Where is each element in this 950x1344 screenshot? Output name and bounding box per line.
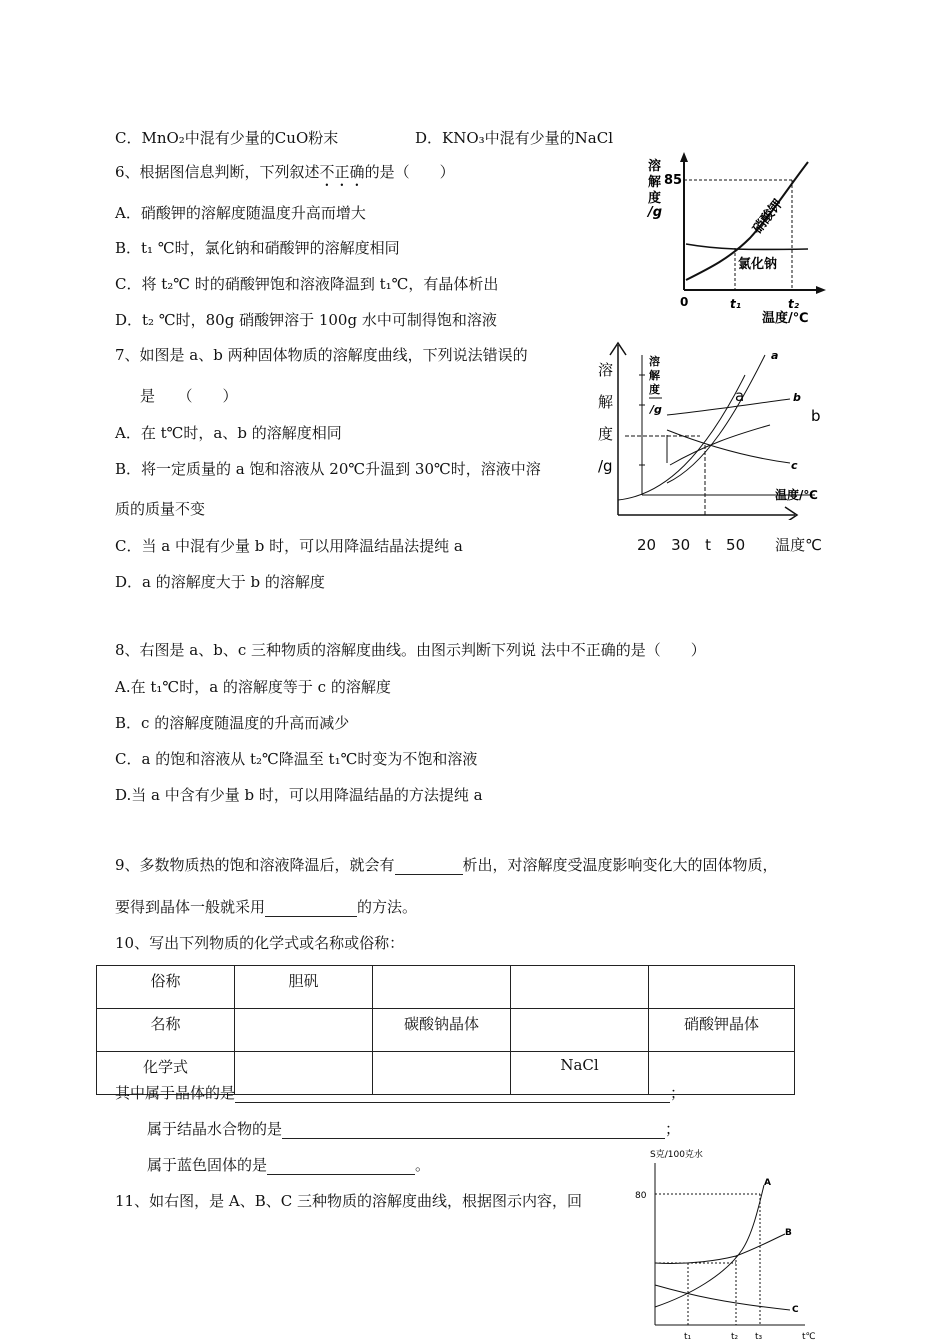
q7-x-axis-labels: 20 30 t 50 温度℃ <box>637 536 822 554</box>
q8-option-a: A.在 t₁℃时，a 的溶解度等于 c 的溶解度 <box>115 678 391 696</box>
q7-label-c: c <box>791 459 798 472</box>
q10-blue-line: 属于蓝色固体的是 。 <box>147 1156 431 1174</box>
q6-ylabel-4: /g <box>648 205 663 220</box>
q7-curve-c-inner <box>667 430 790 463</box>
table-cell[interactable] <box>373 966 511 1009</box>
q7-option-c: C．当 a 中混有少量 b 时，可以用降温结晶法提纯 a <box>115 537 463 555</box>
q7-curve-a-outer <box>618 375 745 500</box>
q7-stem: 7、如图是 a、b 两种固体物质的溶解度曲线，下列说法错误的 <box>115 346 528 364</box>
q6-y-arrow <box>680 152 688 162</box>
q11-xlabel: t℃ <box>802 1332 816 1342</box>
q11-t1-label: t₁ <box>684 1332 692 1342</box>
q5-option-c: C．MnO₂中混有少量的CuO粉末 <box>115 129 339 147</box>
q9-line-2: 要得到晶体一般就采用 的方法。 <box>115 898 418 916</box>
q10-blue-blank[interactable] <box>267 1158 415 1175</box>
q6-ytick-85: 85 <box>664 173 683 188</box>
q7-option-b: B．将一定质量的 a 饱和溶液从 20℃升温到 30℃时，溶液中溶 <box>115 460 541 478</box>
q10-crystal-blank[interactable] <box>235 1086 670 1103</box>
q6-t2-label: t₂ <box>788 297 799 311</box>
q6-origin: 0 <box>680 295 689 309</box>
q8-option-d: D.当 a 中含有少量 b 时，可以用降温结晶的方法提纯 a <box>115 786 483 804</box>
q7-ylabel-3: 度 <box>598 425 614 443</box>
table-row <box>97 966 795 1009</box>
table-cell[interactable] <box>511 966 649 1009</box>
q9-blank-1[interactable] <box>395 858 463 875</box>
q7-option-a: A．在 t℃时，a、b 的溶解度相同 <box>115 424 342 442</box>
q7-inner-ylabel-2: 解 <box>649 369 660 382</box>
q6-emphasis: 不正确 <box>319 163 365 181</box>
q11-curve-C <box>655 1285 790 1310</box>
table-cell: 化学式 <box>97 1052 235 1095</box>
q11-curve-A <box>655 1185 764 1307</box>
q6-solubility-graph <box>640 150 840 325</box>
q6-xlabel: 温度/℃ <box>762 311 809 325</box>
q11-ytick-80: 80 <box>635 1191 647 1201</box>
q10-crystal-line: 其中属于晶体的是 ； <box>115 1084 686 1102</box>
q6-x-arrow <box>816 286 826 294</box>
q9-blank-2[interactable] <box>265 900 357 917</box>
q7-curve-b-inner <box>667 399 790 415</box>
q6-kno3-label: 硝酸钾 <box>750 196 787 237</box>
table-cell[interactable]: 硝酸钾晶体 <box>649 1009 795 1052</box>
q10-hydrate-blank[interactable] <box>282 1122 665 1139</box>
q6-option-d: D．t₂ ℃时，80g 硝酸钾溶于 100g 水中可制得饱和溶液 <box>115 311 497 329</box>
table-cell: 名称 <box>97 1009 235 1052</box>
q6-stem: 6、根据图信息判断，下列叙述不正确的是（ ） <box>115 163 455 181</box>
q6-ylabel-3: 度 <box>648 191 662 206</box>
q11-t2-label: t₂ <box>731 1332 739 1342</box>
q7-ylabel-4: /g <box>598 457 613 475</box>
table-cell[interactable]: 碳酸钠晶体 <box>373 1009 511 1052</box>
q8-option-b: B．c 的溶解度随温度的升高而减少 <box>115 714 350 732</box>
q11-ylabel: S克/100克水 <box>650 1150 703 1160</box>
q7-x-arrow <box>785 507 797 520</box>
q7-label-b-out: b <box>811 407 821 425</box>
q6-option-a: A．硝酸钾的溶解度随温度升高而增大 <box>115 204 366 222</box>
q8-option-c: C．a 的饱和溶液从 t₂℃降温至 t₁℃时变为不饱和溶液 <box>115 750 478 768</box>
q7-inner-ylabel-3: 度 <box>649 383 660 396</box>
table-cell[interactable]: NaCl <box>511 1052 649 1095</box>
q7-option-d: D．a 的溶解度大于 b 的溶解度 <box>115 573 325 591</box>
table-row <box>97 1009 795 1052</box>
q7-ylabel-2: 解 <box>598 393 614 411</box>
q7-curve-b-outer <box>670 425 770 465</box>
q6-nacl-curve <box>686 244 808 249</box>
q7-inner-xlabel: 温度/℃ <box>775 488 818 502</box>
q9-line-1: 9、多数物质热的饱和溶液降温后，就会有 析出，对溶解度受温度影响变化大的固体物质， <box>115 856 778 874</box>
q7-curve-a-inner <box>667 355 765 483</box>
q6-nacl-label: 氯化钠 <box>738 257 778 272</box>
q7-label-b: b <box>793 391 801 404</box>
q7-label-a-mid: a <box>735 387 745 405</box>
q6-option-c: C．将 t₂℃ 时的硝酸钾饱和溶液降温到 t₁℃，有晶体析出 <box>115 275 499 293</box>
q7-stem-cont: 是 （ ） <box>140 387 238 405</box>
q6-ylabel-1: 溶 <box>648 159 662 174</box>
table-cell[interactable]: 胆矾 <box>235 966 373 1009</box>
q11-t3-label: t₃ <box>755 1332 763 1342</box>
q8-stem: 8、右图是 a、b、c 三种物质的溶解度曲线。由图示判断下列说 法中不正确的是（ ） <box>115 641 706 659</box>
q11-curve-B <box>655 1234 785 1263</box>
q7-option-b-cont: 质的质量不变 <box>115 500 206 518</box>
table-cell: 俗称 <box>97 966 235 1009</box>
q11-label-A: A <box>764 1178 771 1188</box>
q5-option-d: D．KNO₃中混有少量的NaCl <box>415 129 614 147</box>
q7-label-a: a <box>771 349 779 362</box>
q7-inner-ylabel-4: /g <box>650 403 662 416</box>
table-cell[interactable] <box>511 1009 649 1052</box>
q11-stem: 11、如右图，是 A、B、C 三种物质的溶解度曲线，根据图示内容，回 <box>115 1192 582 1210</box>
q6-t1-label: t₁ <box>730 297 741 311</box>
q10-stem: 10、写出下列物质的化学式或名称或俗称： <box>115 934 405 952</box>
q6-option-b: B．t₁ ℃时，氯化钠和硝酸钾的溶解度相同 <box>115 239 400 257</box>
q11-solubility-graph <box>630 1145 830 1344</box>
q6-ylabel-2: 解 <box>648 175 662 190</box>
q7-solubility-graph <box>595 335 840 520</box>
q11-label-B: B <box>785 1228 792 1238</box>
q7-ylabel-1: 溶 <box>598 361 614 379</box>
q11-label-C: C <box>792 1305 799 1315</box>
q7-inner-ylabel-1: 溶 <box>649 355 660 368</box>
table-cell[interactable] <box>235 1009 373 1052</box>
q10-table <box>96 965 795 1095</box>
table-cell[interactable] <box>649 966 795 1009</box>
q10-hydrate-line: 属于结晶水合物的是 ； <box>147 1120 681 1138</box>
